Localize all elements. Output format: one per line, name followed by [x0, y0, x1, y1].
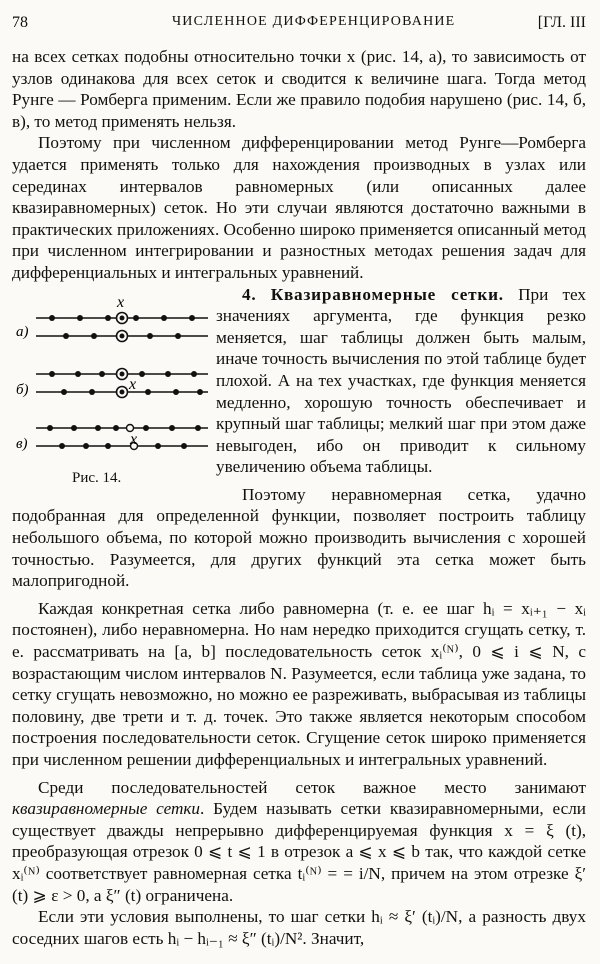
page-header	[12, 8, 586, 36]
grid-diagram	[12, 288, 208, 464]
paragraph-5: Каждая конкретная сетка либо равномерна (т. е. ее шаг hᵢ = xᵢ₊₁ − xᵢ постоянен), либо неравномерна. Но нам нередко приходится сгущать сетку, т. е. рассматривать на [a, b] последовательность сеток xᵢ⁽ᴺ⁾, 0 ⩽ i ⩽ N, с возрастающим числом интервалов N. Разумеется, если таблица уже задана, то сетку сгущать невозможно, но можно ее разреживать, выбрасывая из таблицы половину, две трети и т. д. точек. Это также является некоторым способом построения последовательности сеток. Сгущение сеток широко применяется при численном решении дифференциальных и интегральных уравнений.	[12, 598, 586, 769]
row-c-point-label: x	[130, 430, 138, 448]
row-b-label: б)	[16, 381, 29, 398]
paragraph-6-start: Среди последовательностей сеток важное место занимают	[38, 777, 586, 797]
section-number: 4.	[242, 284, 257, 304]
paragraph-6	[12, 777, 586, 907]
row-c-label: в)	[16, 435, 28, 452]
paragraph-1: на всех сетках подобны относительно точки x (рис. 14, а), то зависимость от узлов одинакова для всех сеток и сводится к величине шага. Тогда метод Рунге — Ромберга применим. Если же правило подобия нарушено (рис. 14, б, в), то метод применять нельзя.	[12, 47, 586, 131]
figure-caption: Рис. 14.	[72, 469, 122, 486]
paragraph-6-end: . Будем называть сетки квазиравномерными, если существует дважды непрерывно дифференцируемая функция x = ξ (t), преобразующая отрезок 0 ⩽ t ⩽ 1 в отрезок a ⩽ x ⩽ b так, что каждой сетке xᵢ⁽ᴺ⁾ соответствует равномерная сетка tᵢ⁽ᴺ⁾ = = i/N, причем на этом отрезке ξ′ (t) ⩾ ε > 0, а ξ″ (t) ограничена.	[12, 799, 586, 905]
page-number: 78	[12, 14, 28, 31]
row-a-point-label: x	[117, 293, 125, 311]
term-quasi-uniform-grids: квазиравномерные сетки	[12, 799, 201, 819]
row-a-label: а)	[16, 323, 29, 340]
row-b-point-label: x	[129, 375, 137, 393]
paragraph-3-text: При тех значениях аргумента, где функция резко меняется, шаг таблицы должен быть малым, иначе точность вычисления по этой таблице будет плохой. А на тех участках, где функция меняется медленно, хорошую точность обеспечивает и крупный шаг таблицы; мелкий шаг при этом даже невыгоден, ибо он приводит к сильному увеличению объема таблицы.	[216, 284, 587, 477]
main-text	[12, 46, 586, 949]
paragraph-2	[12, 132, 586, 283]
paragraph-7: Если эти условия выполнены, то шаг сетки hᵢ ≈ ξ′ (tᵢ)/N, а разность двух соседних шагов есть hᵢ − hᵢ₋₁ ≈ ξ″ (tᵢ)/N². Значит,	[12, 907, 586, 948]
row-b-point-x	[117, 368, 128, 397]
row-a-point-x	[117, 312, 128, 341]
figure-14	[12, 288, 208, 492]
running-title: ЧИСЛЕННОЕ ДИФФЕРЕНЦИРОВАНИЕ	[172, 14, 456, 29]
section-title: Квазиравномерные сетки.	[270, 284, 504, 304]
paragraph-4: Поэтому неравномерная сетка, удачно подобранная для определенной функции, позволяет построить таблицу небольшого объема, по которой можно производить вычисления с хорошей точностью. Разумеется, для других функций эта сетка может быть малопригодной.	[12, 484, 586, 591]
chapter-label: [ГЛ. III	[537, 14, 586, 31]
paragraph-2-text: Поэтому при численном дифференцировании метод Рунге—Ромберга удается применять только для нахождения производных в узлах или серединах интервалов равномерных (или описанных далее квазиравномерных) сеток. Но эти случаи являются достаточно важными в практических приложениях. Особенно широко применяется описанный метод при численном интегрировании и разностных методах решения задач для дифференциальных и интегральных уравнений.	[12, 133, 586, 282]
